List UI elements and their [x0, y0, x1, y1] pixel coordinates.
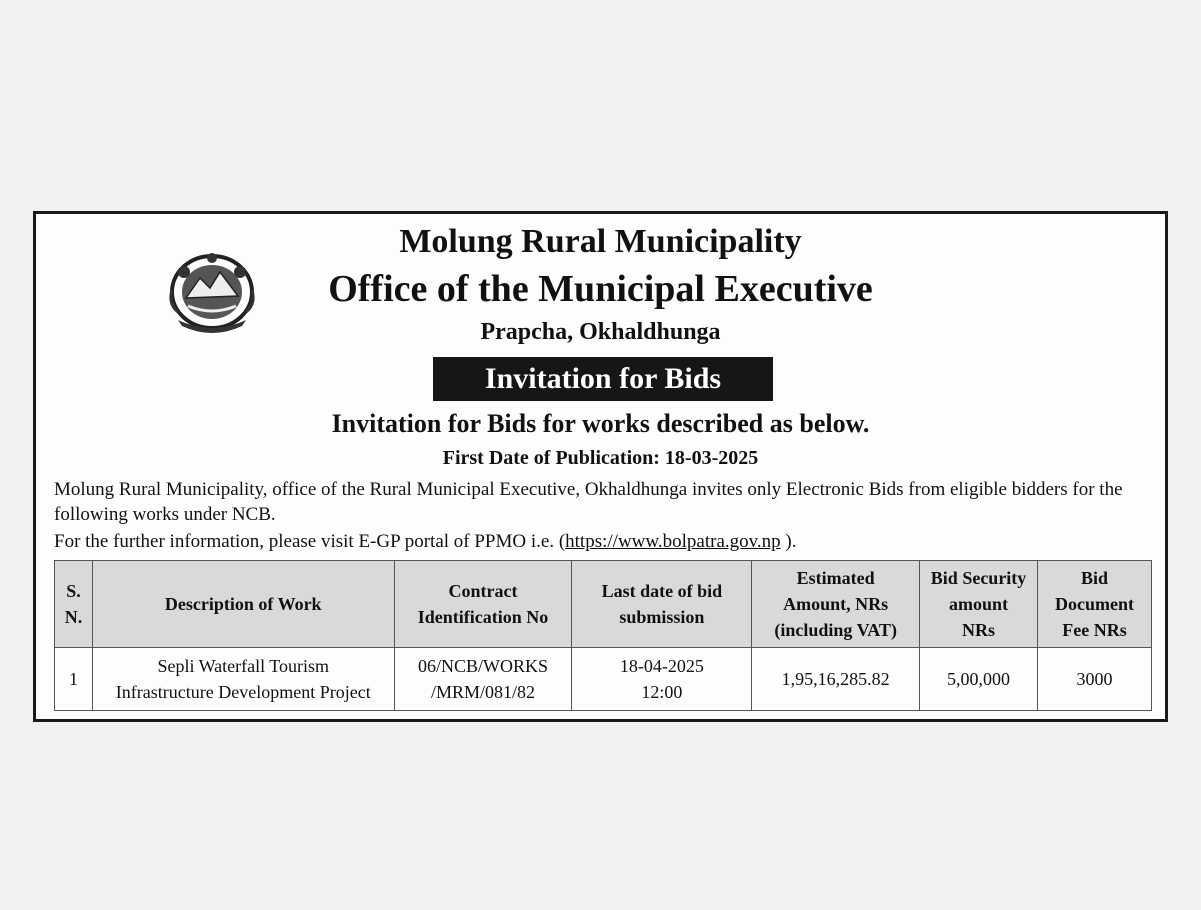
cell-estimated-amount: 1,95,16,285.82 [752, 648, 920, 711]
header-contract-id: Contract Identification No [394, 561, 572, 648]
bid-table [54, 560, 1152, 711]
notice-subtitle: Invitation for Bids for works described as below. [331, 409, 870, 438]
table-row [55, 648, 1152, 711]
header-bid-security: Bid Security amount NRs [920, 561, 1038, 648]
info-suffix: ). [780, 531, 797, 552]
cell-contract-id: 06/NCB/WORKS /MRM/081/82 [394, 648, 572, 711]
cell-description: Sepli Waterfall Tourism Infrastructure Development Project [92, 648, 394, 711]
publication-date: First Date of Publication: 18-03-2025 [442, 447, 759, 469]
invitation-banner: Invitation for Bids [433, 357, 773, 401]
cell-document-fee: 3000 [1038, 648, 1152, 711]
header-sn: S. N. [55, 561, 93, 648]
bid-notice [33, 211, 1168, 722]
header-description: Description of Work [92, 561, 394, 648]
header-document-fee: Bid Document Fee NRs [1038, 561, 1152, 648]
office-location: Prapcha, Okhaldhunga [480, 319, 721, 345]
cell-bid-security: 5,00,000 [920, 648, 1038, 711]
table-header-row [55, 561, 1152, 648]
cell-last-date: 18-04-2025 12:00 [572, 648, 752, 711]
header-estimated-amount: Estimated Amount, NRs (including VAT) [752, 561, 920, 648]
info-prefix: For the further information, please visit E-GP portal of PPMO i.e. ( [54, 531, 566, 552]
info-paragraph [54, 529, 1154, 554]
office-name: Office of the Municipal Executive [328, 268, 873, 310]
intro-paragraph: Molung Rural Municipality, office of the Rural Municipal Executive, Okhaldhunga invites only Electronic Bids from eligible bidders for the following works under NCB. [54, 479, 1123, 525]
municipality-name: Molung Rural Municipality [399, 223, 802, 260]
cell-sn: 1 [55, 648, 93, 711]
header-last-date: Last date of bid submission [572, 561, 752, 648]
bolpatra-link[interactable]: https://www.bolpatra.gov.np [565, 531, 781, 552]
